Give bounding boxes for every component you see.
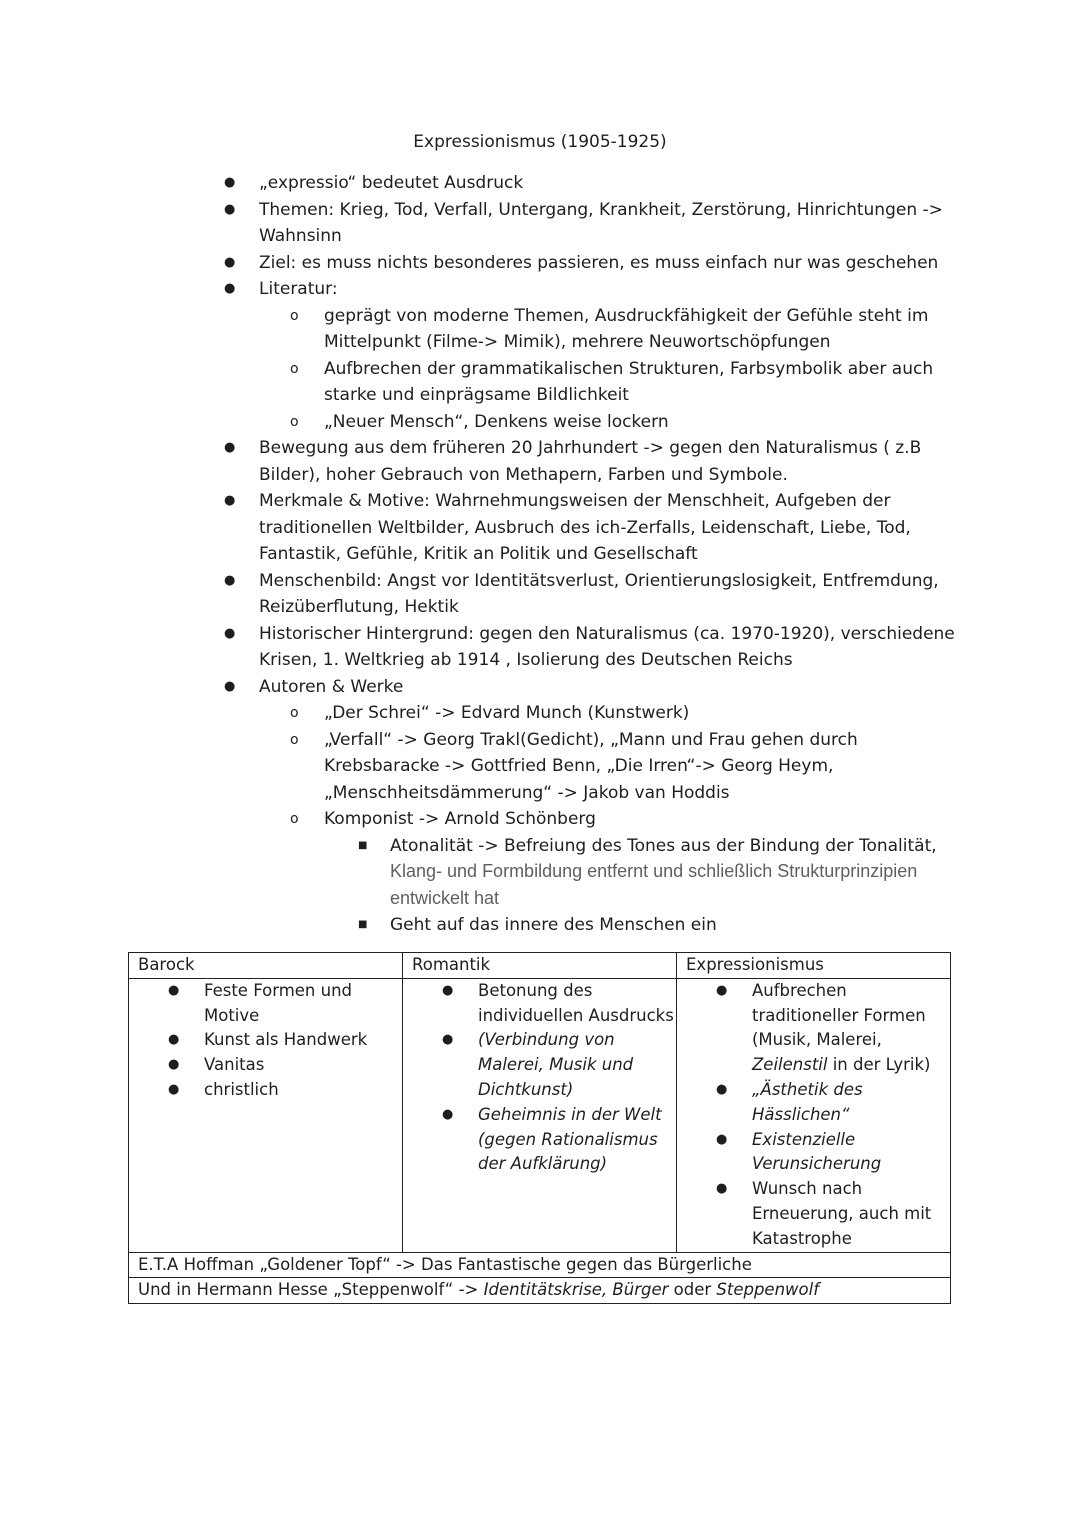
list-item-text: (Verbindung von Malerei, Musik und Dichtkunst): [478, 1030, 634, 1099]
bullet-icon: ●: [224, 281, 236, 296]
main-outline: [218, 170, 978, 939]
circle-bullet-icon: o: [290, 307, 299, 324]
list-item: [218, 621, 978, 674]
note-text: oder: [668, 1280, 717, 1300]
table-cell-romantik: [403, 978, 677, 1252]
table-header-expressionismus: Expressionismus: [677, 953, 951, 979]
note-text: Und in Hermann Hesse „Steppenwolf“ ->: [138, 1280, 484, 1300]
bullet-icon: ●: [224, 625, 236, 641]
bullet-icon: ●: [224, 254, 236, 270]
list-item-text: Aufbrechen traditioneller Formen (Musik, Malerei,: [752, 980, 926, 1050]
table-row: [129, 1278, 951, 1304]
sub-list-item: [283, 303, 978, 356]
list-item: [218, 197, 978, 250]
list-item-text: Ziel: es muss nichts besonderes passieren, es muss einfach nur was geschehen: [259, 252, 939, 273]
table-cell-barock: [129, 978, 403, 1252]
bullet-icon: ●: [224, 678, 236, 694]
list-item-text: Atonalität -> Befreiung des Tones aus der Bindung der Tonalität,: [390, 835, 937, 856]
circle-bullet-icon: o: [290, 731, 299, 748]
sub-sub-list-item: [348, 833, 978, 913]
list-item-text: Wunsch nach Erneuerung, auch mit Katastrophe: [752, 1179, 932, 1248]
bullet-icon: ●: [716, 1131, 728, 1147]
sub-list-item: [283, 727, 978, 807]
bullet-icon: ●: [442, 1106, 454, 1122]
list-item: [138, 1028, 402, 1053]
bullet-icon: ●: [716, 1081, 728, 1097]
sub-list-item: [283, 409, 978, 436]
list-item-text: Kunst als Handwerk: [204, 1030, 368, 1050]
list-item: [218, 276, 978, 303]
table-cell-expressionismus: [677, 978, 951, 1252]
list-item-text: Existenzielle Verunsicherung: [752, 1129, 882, 1174]
list-item: [218, 170, 978, 197]
list-item: [412, 979, 676, 1029]
list-item-text: Vanitas: [204, 1055, 265, 1075]
list-item: [412, 1028, 676, 1102]
list-item-text: „Neuer Mensch“, Denkens weise lockern: [324, 411, 669, 432]
list-item-text: Literatur:: [259, 279, 338, 299]
list-item: [138, 979, 402, 1029]
page-title: Expressionismus (1905-1925): [413, 132, 667, 152]
sub-list-item: [283, 700, 978, 727]
list-item-text: Historischer Hintergrund: gegen den Naturalismus (ca. 1970-1920), verschiedene Krisen, 1. Weltkrieg ab 1914 , Isolierung des Deutschen Reichs: [259, 623, 955, 670]
circle-bullet-icon: o: [290, 360, 299, 377]
bullet-icon: ●: [224, 440, 236, 455]
table-cell-note: E.T.A Hoffman „Goldener Topf“ -> Das Fantastische gegen das Bürgerliche: [129, 1252, 951, 1278]
list-item-text: Autoren & Werke: [259, 676, 404, 697]
list-item-text: „Verfall“ -> Georg Trakl(Gedicht), „Mann und Frau gehen durch Krebsbaracke -> Gottfried Benn, „Die Irren“-> Georg Heym, „Menschheitsdämmerung“ -> Jakob van Hoddis: [324, 729, 858, 803]
list-item-text: „Ästhetik des Hässlichen“: [752, 1079, 863, 1124]
list-item-text: geprägt von moderne Themen, Ausdruckfähigkeit der Gefühle steht im Mittelpunkt (Filme-> Mimik), mehrere Neuwortschöpfungen: [324, 305, 929, 352]
list-item-text: Bewegung aus dem früheren 20 Jahrhundert -> gegen den Naturalismus ( z.B Bilder), hoher Gebrauch von Methapern, Farben und Symbole.: [259, 438, 922, 485]
list-item: [686, 979, 950, 1078]
bullet-icon: ●: [442, 982, 454, 998]
list-item: [412, 1103, 676, 1177]
list-item: [686, 1177, 950, 1251]
bullet-icon: ●: [168, 1032, 180, 1048]
list-item-text: Geheimnis in der Welt (gegen Rationalismus der Aufklärung): [478, 1104, 662, 1174]
list-item-text: „Der Schrei“ -> Edvard Munch (Kunstwerk): [324, 703, 690, 723]
bullet-icon: ●: [168, 1057, 180, 1073]
list-item-text: christlich: [204, 1079, 279, 1099]
list-item-text-continued: Klang- und Formbildung entfernt und schließlich Strukturprinzipien entwickelt hat: [390, 861, 918, 908]
list-item-text: Merkmale & Motive: Wahrnehmungsweisen der Menschheit, Aufgeben der traditionellen Weltbilder, Ausbruch des ich-Zerfalls, Leidenschaft, Liebe, Tod, Fantastik, Gefühle, Kritik an Politik und Gesellschaft: [259, 491, 911, 564]
circle-bullet-icon: o: [290, 811, 299, 827]
sub-sub-list-item: [348, 912, 978, 939]
bullet-icon: ●: [168, 1081, 180, 1097]
list-item-text: in der Lyrik): [827, 1055, 931, 1075]
circle-bullet-icon: o: [290, 413, 299, 430]
table-row: [129, 1252, 951, 1278]
list-item-text: Feste Formen und Motive: [204, 980, 353, 1025]
note-text-italic: Identitätskrise, Bürger: [483, 1280, 669, 1300]
bullet-icon: ●: [224, 175, 236, 190]
table-row: [129, 978, 951, 1252]
list-item-text: Komponist -> Arnold Schönberg: [324, 809, 596, 829]
sub-list-item: [283, 806, 978, 833]
list-item: [218, 488, 978, 568]
square-bullet-icon: ■: [358, 919, 368, 930]
bullet-icon: ●: [224, 201, 236, 217]
list-item: [218, 674, 978, 701]
circle-bullet-icon: o: [290, 705, 299, 721]
bullet-icon: ●: [224, 572, 236, 588]
square-bullet-icon: ■: [358, 839, 368, 851]
list-item-text: Aufbrechen der grammatikalischen Strukturen, Farbsymbolik aber auch starke und einprägsame Bildlichkeit: [324, 358, 934, 405]
bullet-icon: ●: [442, 1032, 454, 1048]
table-header-romantik: Romantik: [403, 953, 677, 979]
sub-list-item: [283, 356, 978, 409]
list-item-text: Themen: Krieg, Tod, Verfall, Untergang, Krankheit, Zerstörung, Hinrichtungen -> Wahnsinn: [259, 199, 943, 246]
note-text-italic: Steppenwolf: [716, 1280, 820, 1300]
list-item-text: Betonung des individuellen Ausdrucks: [478, 980, 674, 1025]
list-item: [218, 250, 978, 277]
table-cell-note: [129, 1278, 951, 1304]
bullet-icon: ●: [716, 982, 728, 998]
list-item-text-italic: Zeilenstil: [752, 1055, 828, 1075]
list-item-text: „expressio“ bedeutet Ausdruck: [259, 173, 524, 193]
list-item-text: Menschenbild: Angst vor Identitätsverlust, Orientierungslosigkeit, Entfremdung, Reizüberflutung, Hektik: [259, 570, 939, 617]
list-item: [686, 1128, 950, 1178]
list-item: [686, 1078, 950, 1128]
list-item: [138, 1053, 402, 1078]
comparison-table: [128, 952, 951, 1304]
list-item: [138, 1078, 402, 1103]
bullet-icon: ●: [224, 493, 236, 508]
list-item-text: Geht auf das innere des Menschen ein: [390, 915, 717, 935]
bullet-icon: ●: [168, 982, 180, 998]
table-header-row: [129, 953, 951, 979]
list-item: [218, 568, 978, 621]
bullet-icon: ●: [716, 1181, 728, 1197]
table-header-barock: Barock: [129, 953, 403, 979]
list-item: [218, 435, 978, 488]
